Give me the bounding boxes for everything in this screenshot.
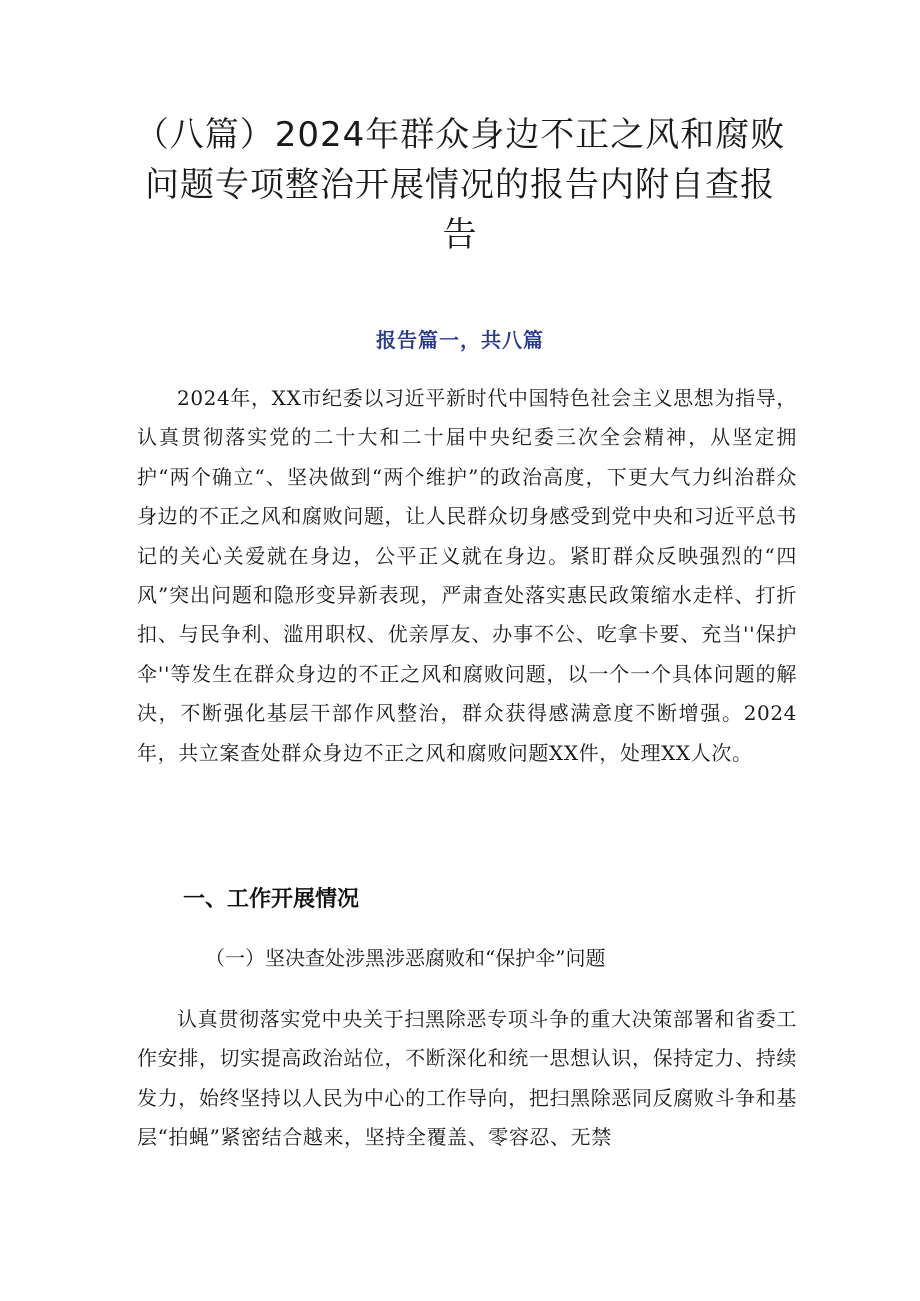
document-title [130,110,790,260]
intro-paragraph: 2024年，XX市纪委以习近平新时代中国特色社会主义思想为指导，认真贯彻落实党的二十大和二十届中央纪委三次全会精神，从坚定拥护“两个确立“、坚决做到“两个维护”的政治高度，下更大气力纠治群众身边的不正之风和腐败问题，让人民群众切身感受到党中央和习近平总书记的关心关爱就在身边，公平正义就在身边。紧盯群众反映强烈的“四风”突出问题和隐形变异新表现，严肃查处落实惠民政策缩水走样、打折扣、与民争利、滥用职权、优亲厚友、办事不公、吃拿卡要、充当''保护伞''等发生在群众身边的不正之风和腐败问题，以一个一个具体问题的解决，不断强化基层干部作风整治，群众获得感满意度不断增强。2024年，共立案查处群众身边不正之风和腐败问题XX件，处理XX人次。 [137,386,797,765]
title-line-3: 告 [442,215,478,255]
title-line-2: 问题专项整治开展情况的报告内附自查报 [145,165,775,205]
body-paragraph: 认真贯彻落实党中央关于扫黑除恶专项斗争的重大决策部署和省委工作安排，切实提高政治站位，不断深化和统一思想认识，保持定力、持续发力，始终坚持以人民为中心的工作导向，把扫黑除恶同反腐败斗争和基层“拍蝇”紧密结合越来，坚持全覆盖、零容忍、无禁 [137,1007,797,1150]
section-heading: 一、工作开展情况 [183,887,360,912]
title-line-1: （八篇）2024年群众身边不正之风和腐败 [134,115,786,155]
report-subheading: 报告篇一，共八篇 [376,328,544,352]
sub-section-heading: （一）坚决查处涉黑涉恶腐败和“保护伞”问题 [205,946,606,970]
